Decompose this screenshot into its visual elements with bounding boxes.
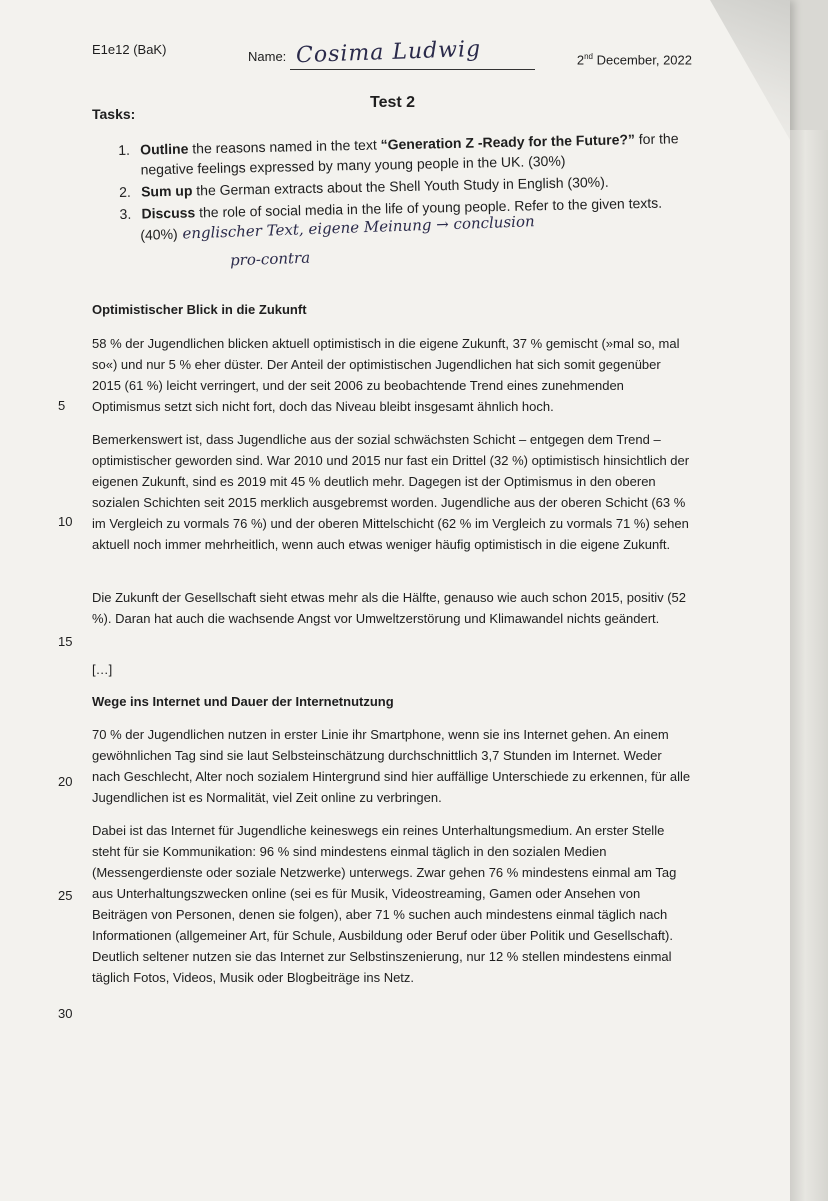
page-edge [790,130,828,1201]
line-number: 15 [58,634,73,649]
paragraph-1: 58 % der Jugendlichen blicken aktuell optimistisch in die eigene Zukunft, 37 % gemischt (»mal so, mal so«) und nur 5 % eher düster. Der Anteil der optimistischen Jugendlichen hat sich somit gegenüber 2015 (61 %) leicht verringert, und der seit 2006 zu beobachtende Trend eines zunehmenden Optimismus setzt sich nicht fort, doch das Niveau bleibt insgesamt ähnlich hoch. [92,336,680,414]
paragraph-2: Bemerkenswert ist, dass Jugendliche aus der sozial schwächsten Schicht – entgegen dem Trend – optimistischer geworden sind. War 2010 und 2015 nur fast ein Drittel (32 %) optimistisch hinsichtlich der eigenen Zukunft, sind es 2019 mit 45 % deutlich mehr. Dagegen ist der Optimismus in den oberen sozialen Schichten seit 2015 merklich ausgebremst worden. Jugendliche aus der oberen Schicht (63 % im Vergleich zu vormals 76 %) und der oberen Mittelschicht (62 % im Vergleich zu vormals 71 %) sehen aktuell noch immer mehrheitlich, wenn auch etwas weniger häufig optimistisch in die eigene Zukunft. [92,432,690,552]
handwritten-name: Cosima Ludwig [295,36,482,69]
line-number: 30 [58,1006,73,1021]
handwritten-annotation: (40%) englischer Text, eigene Meinung → conclusion [140,212,535,243]
task-item: 1. Outline the reasons named in the text “Generation Z -Ready for the Future?” for the negative feelings expressed by many young people in the UK. (30%) [118,130,679,178]
paragraph-3: Die Zukunft der Gesellschaft sieht etwas mehr als die Hälfte, genauso wie auch schon 2015, positiv (52 %). Daran hat auch die wachsende Angst vor Umweltzerstörung und Klimawandel nichts geändert. [92,590,686,626]
exam-date: 2nd December, 2022 [576,52,692,68]
line-number: 5 [58,398,66,413]
task-list [118,128,695,226]
tasks-label: Tasks: [92,106,136,122]
section-heading-optimism: Optimistischer Blick in die Zukunft [92,302,307,317]
section-heading-internet: Wege ins Internet und Dauer der Internetnutzung [92,694,394,709]
line-number: 25 [58,888,73,903]
task-item: 3. Discuss the role of social media in the life of young people. Refer to the given texts. [119,194,663,222]
handwritten-annotation-2: pro-contra [229,248,311,270]
line-number: 10 [58,514,73,529]
paragraph-4: 70 % der Jugendlichen nutzen in erster Linie ihr Smartphone, wenn sie ins Internet gehen. An einem gewöhnlichen Tag sind sie laut Selbsteinschätzung durchschnittlich 3,7 Stunden im Internet. Weder nach Geschlecht, Alter noch sozialem Hintergrund sind hier auffällige Unterschiede zu erkennen, für alle Jugendlichen ist es Normalität, viel Zeit online zu verbringen. [92,727,691,805]
paragraph-5: Dabei ist das Internet für Jugendliche keineswegs ein reines Unterhaltungsmedium. An erster Stelle steht für sie Kommunikation: 96 % sind mindestens einmal täglich in den sozialen Medien (Messengerdienste oder soziale Netzwerke) unterwegs. Zwar gehen 76 % mindestens einmal am Tag aus Unterhaltungszwecken online (sei es für Musik, Videostreaming, Gamen oder Ansehen von Beiträgen von Personen, denen sie folgen), aber 71 % suchen auch mindestens einmal täglich nach Informationen (allgemeiner Art, für Schule, Ausbildung oder Beruf oder über Politik und Gesellschaft). Deutlich seltener nutzen sie das Internet zur Selbstinszenierung, nur 12 % stellen mindestens einmal täglich Fotos, Videos, Musik oder Blogbeiträge ins Netz. [92,823,677,985]
test-title: Test 2 [370,94,416,111]
name-label: Name: [248,49,287,64]
task-item: 2. Sum up the German extracts about the Shell Youth Study in English (30%). [118,173,609,200]
name-line [290,69,535,70]
ellipsis: […] [92,662,113,677]
course-code: E1e12 (BaK) [92,42,167,57]
page-curl [710,0,790,140]
line-number: 20 [58,774,73,789]
